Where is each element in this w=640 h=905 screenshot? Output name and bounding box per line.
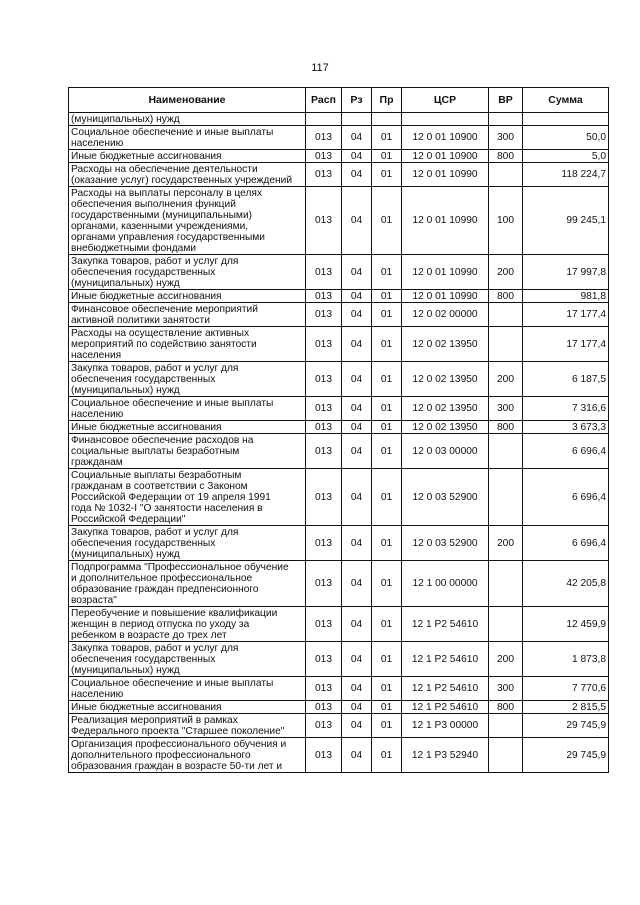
- row-name-line: Иные бюджетные ассигнования: [71, 150, 222, 162]
- cell-sum: 7 316,6: [523, 397, 609, 421]
- cell-rasp: 013: [306, 163, 342, 187]
- row-name-line: Переобучение и повышение квалификации: [71, 607, 278, 619]
- cell-vr: [489, 113, 523, 126]
- row-name-line: Социальное обеспечение и иные выплаты: [71, 126, 274, 138]
- cell-vr: 800: [489, 701, 523, 714]
- table-row: [69, 290, 609, 303]
- row-name-line: (муниципальных) нужд: [71, 113, 180, 125]
- row-name-line: (муниципальных) нужд: [71, 548, 180, 560]
- budget-table: [68, 87, 609, 773]
- row-name-line: Федерального проекта "Старшее поколение": [71, 725, 285, 737]
- row-name-line: Закупка товаров, работ и услуг для: [71, 362, 239, 374]
- cell-sum: 981,8: [523, 290, 609, 303]
- row-name-line: Закупка товаров, работ и услуг для: [71, 255, 239, 267]
- row-name-line: ребенком в возрасте до трех лет: [71, 629, 227, 641]
- cell-vr: 200: [489, 362, 523, 397]
- cell-csr: 12 0 03 00000: [402, 434, 489, 469]
- row-name: [69, 701, 306, 714]
- cell-vr: [489, 714, 523, 738]
- cell-sum: 17 177,4: [523, 327, 609, 362]
- cell-rz: 04: [342, 561, 372, 607]
- cell-csr: 12 1 P2 54610: [402, 701, 489, 714]
- row-name-line: обеспечения выполнения функций: [71, 198, 236, 210]
- cell-pr: 01: [372, 397, 402, 421]
- cell-rasp: 013: [306, 526, 342, 561]
- row-name-line: населению: [71, 408, 124, 420]
- row-name: [69, 290, 306, 303]
- row-name-line: Закупка товаров, работ и услуг для: [71, 526, 239, 538]
- cell-csr: 12 0 01 10900: [402, 150, 489, 163]
- cell-sum: 2 815,5: [523, 701, 609, 714]
- cell-vr: 100: [489, 187, 523, 255]
- cell-rz: 04: [342, 397, 372, 421]
- cell-rz: 04: [342, 163, 372, 187]
- cell-sum: [523, 113, 609, 126]
- row-name-line: Расходы на обеспечение деятельности: [71, 163, 258, 175]
- cell-pr: 01: [372, 677, 402, 701]
- table-row: [69, 642, 609, 677]
- cell-rz: 04: [342, 526, 372, 561]
- row-name-line: активной политики занятости: [71, 314, 210, 326]
- cell-rasp: 013: [306, 255, 342, 290]
- cell-rasp: 013: [306, 303, 342, 327]
- row-name: [69, 150, 306, 163]
- cell-sum: 6 187,5: [523, 362, 609, 397]
- cell-pr: 01: [372, 187, 402, 255]
- table-header-row: [69, 88, 609, 113]
- cell-rasp: 013: [306, 714, 342, 738]
- cell-vr: [489, 163, 523, 187]
- table-row: [69, 421, 609, 434]
- cell-pr: 01: [372, 150, 402, 163]
- cell-pr: [372, 113, 402, 126]
- cell-pr: 01: [372, 526, 402, 561]
- row-name-line: (муниципальных) нужд: [71, 664, 180, 676]
- row-name-line: Расходы на осуществление активных: [71, 327, 250, 339]
- row-name-line: образование граждан предпенсионного: [71, 583, 259, 595]
- table-row: [69, 714, 609, 738]
- cell-vr: 200: [489, 642, 523, 677]
- row-name: [69, 607, 306, 642]
- row-name-line: (муниципальных) нужд: [71, 277, 180, 289]
- cell-sum: 50,0: [523, 126, 609, 150]
- row-name-line: обеспечения государственных: [71, 653, 216, 665]
- cell-rasp: 013: [306, 290, 342, 303]
- cell-vr: 800: [489, 290, 523, 303]
- row-name: [69, 187, 306, 255]
- cell-csr: [402, 113, 489, 126]
- cell-rz: 04: [342, 701, 372, 714]
- cell-pr: 01: [372, 290, 402, 303]
- cell-vr: [489, 469, 523, 526]
- cell-vr: [489, 607, 523, 642]
- cell-csr: 12 0 01 10990: [402, 255, 489, 290]
- header-vr: ВР: [489, 88, 523, 113]
- cell-rz: 04: [342, 469, 372, 526]
- row-name: [69, 397, 306, 421]
- header-csr: ЦСР: [402, 88, 489, 113]
- cell-rz: 04: [342, 150, 372, 163]
- cell-pr: 01: [372, 714, 402, 738]
- cell-sum: 7 770,6: [523, 677, 609, 701]
- cell-csr: 12 0 03 52900: [402, 469, 489, 526]
- cell-rasp: 013: [306, 397, 342, 421]
- cell-rz: [342, 113, 372, 126]
- table-row: [69, 362, 609, 397]
- cell-vr: [489, 561, 523, 607]
- cell-sum: 6 696,4: [523, 469, 609, 526]
- row-name-line: возраста": [71, 594, 117, 606]
- cell-rasp: 013: [306, 701, 342, 714]
- page-number: 117: [311, 62, 329, 74]
- row-name-line: Закупка товаров, работ и услуг для: [71, 642, 239, 654]
- cell-vr: [489, 303, 523, 327]
- header-pr: Пр: [372, 88, 402, 113]
- table-row: [69, 327, 609, 362]
- row-name-line: социальные выплаты безработным: [71, 445, 240, 457]
- cell-sum: 29 745,9: [523, 714, 609, 738]
- cell-csr: 12 1 P2 54610: [402, 677, 489, 701]
- row-name: [69, 526, 306, 561]
- cell-csr: 12 0 03 52900: [402, 526, 489, 561]
- cell-csr: 12 0 02 00000: [402, 303, 489, 327]
- cell-csr: 12 1 P2 54610: [402, 642, 489, 677]
- row-name-line: Социальное обеспечение и иные выплаты: [71, 397, 274, 409]
- cell-sum: 6 696,4: [523, 526, 609, 561]
- cell-sum: 1 873,8: [523, 642, 609, 677]
- row-name-line: обеспечения государственных: [71, 266, 216, 278]
- cell-rz: 04: [342, 290, 372, 303]
- cell-rz: 04: [342, 642, 372, 677]
- header-name: Наименование: [69, 88, 306, 113]
- row-name-line: органами управления государственными: [71, 231, 265, 243]
- cell-csr: 12 0 02 13950: [402, 327, 489, 362]
- cell-rasp: 013: [306, 677, 342, 701]
- cell-rasp: 013: [306, 561, 342, 607]
- cell-rz: 04: [342, 187, 372, 255]
- cell-pr: 01: [372, 434, 402, 469]
- cell-csr: 12 0 02 13950: [402, 397, 489, 421]
- row-name: [69, 677, 306, 701]
- cell-sum: 12 459,9: [523, 607, 609, 642]
- cell-rasp: 013: [306, 642, 342, 677]
- cell-pr: 01: [372, 701, 402, 714]
- row-name-line: Реализация мероприятий в рамках: [71, 714, 238, 726]
- row-name-line: Расходы на выплаты персоналу в целях: [71, 187, 263, 199]
- cell-vr: 300: [489, 677, 523, 701]
- cell-vr: 300: [489, 126, 523, 150]
- row-name-line: Российской Федерации": [71, 513, 186, 525]
- row-name-line: Иные бюджетные ассигнования: [71, 290, 222, 302]
- cell-pr: 01: [372, 642, 402, 677]
- cell-vr: 300: [489, 397, 523, 421]
- cell-pr: 01: [372, 303, 402, 327]
- header-sum: Сумма: [523, 88, 609, 113]
- cell-sum: 3 673,3: [523, 421, 609, 434]
- cell-pr: 01: [372, 607, 402, 642]
- cell-rasp: 013: [306, 434, 342, 469]
- table-row: [69, 126, 609, 150]
- row-name-line: населения: [71, 349, 122, 361]
- cell-rasp: 013: [306, 421, 342, 434]
- cell-rz: 04: [342, 126, 372, 150]
- cell-csr: 12 1 P3 00000: [402, 714, 489, 738]
- cell-pr: 01: [372, 421, 402, 434]
- row-name-line: населению: [71, 137, 124, 149]
- cell-rasp: 013: [306, 607, 342, 642]
- row-name: [69, 362, 306, 397]
- row-name: [69, 434, 306, 469]
- cell-csr: 12 1 P3 52940: [402, 738, 489, 773]
- row-name-line: Иные бюджетные ассигнования: [71, 701, 222, 713]
- row-name-line: обеспечения государственных: [71, 373, 216, 385]
- cell-vr: 800: [489, 421, 523, 434]
- cell-pr: 01: [372, 327, 402, 362]
- row-name: [69, 642, 306, 677]
- table-row: [69, 303, 609, 327]
- row-name: [69, 469, 306, 526]
- row-name-line: внебюджетными фондами: [71, 242, 197, 254]
- row-name-line: женщин в период отпуска по уходу за: [71, 618, 250, 630]
- cell-pr: 01: [372, 126, 402, 150]
- row-name-line: населению: [71, 688, 124, 700]
- cell-pr: 01: [372, 738, 402, 773]
- row-name-line: образования граждан в возрасте 50-ти лет и: [71, 760, 283, 772]
- row-name: [69, 113, 306, 126]
- row-name-line: органами, казенными учреждениями,: [71, 220, 249, 232]
- row-name: [69, 163, 306, 187]
- cell-rz: 04: [342, 303, 372, 327]
- row-name-line: обеспечения государственных: [71, 537, 216, 549]
- cell-rz: 04: [342, 362, 372, 397]
- table-row: [69, 607, 609, 642]
- cell-sum: 5,0: [523, 150, 609, 163]
- cell-pr: 01: [372, 362, 402, 397]
- row-name-line: Иные бюджетные ассигнования: [71, 421, 222, 433]
- row-name-line: Социальные выплаты безработным: [71, 469, 242, 481]
- cell-sum: 6 696,4: [523, 434, 609, 469]
- row-name-line: государственными (муниципальными): [71, 209, 253, 221]
- row-name-line: Организация профессионального обучения и: [71, 738, 287, 750]
- row-name-line: Финансовое обеспечение расходов на: [71, 434, 254, 446]
- table-row: [69, 434, 609, 469]
- cell-sum: 99 245,1: [523, 187, 609, 255]
- cell-rz: 04: [342, 327, 372, 362]
- row-name: [69, 126, 306, 150]
- header-rz: Рз: [342, 88, 372, 113]
- table-row: [69, 738, 609, 773]
- row-name: [69, 561, 306, 607]
- row-name-line: Финансовое обеспечение мероприятий: [71, 303, 258, 315]
- cell-rasp: 013: [306, 126, 342, 150]
- table-row: [69, 163, 609, 187]
- table-row: [69, 397, 609, 421]
- table-row: [69, 469, 609, 526]
- cell-vr: [489, 738, 523, 773]
- row-name-line: (оказание услуг) государственных учреждений: [71, 174, 293, 186]
- row-name-line: Социальное обеспечение и иные выплаты: [71, 677, 274, 689]
- cell-rasp: 013: [306, 327, 342, 362]
- cell-pr: 01: [372, 163, 402, 187]
- cell-csr: 12 0 01 10990: [402, 290, 489, 303]
- row-name: [69, 738, 306, 773]
- row-name: [69, 714, 306, 738]
- table-row: [69, 255, 609, 290]
- table-row: [69, 526, 609, 561]
- cell-rasp: 013: [306, 150, 342, 163]
- cell-sum: 29 745,9: [523, 738, 609, 773]
- cell-csr: 12 1 P2 54610: [402, 607, 489, 642]
- cell-sum: 17 997,8: [523, 255, 609, 290]
- table-row: [69, 677, 609, 701]
- row-name-line: гражданам: [71, 456, 123, 468]
- cell-rz: 04: [342, 434, 372, 469]
- row-name-line: года № 1032-I "О занятости населения в: [71, 502, 263, 514]
- table-row: [69, 113, 609, 126]
- cell-csr: 12 0 02 13950: [402, 421, 489, 434]
- cell-sum: 118 224,7: [523, 163, 609, 187]
- header-rasp: Расп: [306, 88, 342, 113]
- cell-pr: 01: [372, 561, 402, 607]
- cell-rasp: 013: [306, 187, 342, 255]
- cell-rz: 04: [342, 255, 372, 290]
- cell-vr: 200: [489, 255, 523, 290]
- cell-vr: [489, 434, 523, 469]
- cell-rasp: 013: [306, 738, 342, 773]
- row-name-line: мероприятий по содействию занятости: [71, 338, 257, 350]
- cell-csr: 12 0 01 10990: [402, 163, 489, 187]
- cell-csr: 12 0 02 13950: [402, 362, 489, 397]
- cell-sum: 17 177,4: [523, 303, 609, 327]
- cell-rz: 04: [342, 607, 372, 642]
- cell-rz: 04: [342, 677, 372, 701]
- row-name: [69, 303, 306, 327]
- row-name: [69, 255, 306, 290]
- cell-vr: 200: [489, 526, 523, 561]
- cell-rz: 04: [342, 714, 372, 738]
- row-name-line: Подпрограмма "Профессиональное обучение: [71, 561, 289, 573]
- cell-vr: [489, 327, 523, 362]
- cell-rasp: [306, 113, 342, 126]
- row-name-line: Российской Федерации от 19 апреля 1991: [71, 491, 271, 503]
- cell-csr: 12 0 01 10900: [402, 126, 489, 150]
- row-name: [69, 421, 306, 434]
- table-row: [69, 701, 609, 714]
- cell-rz: 04: [342, 421, 372, 434]
- cell-csr: 12 0 01 10990: [402, 187, 489, 255]
- table-row: [69, 150, 609, 163]
- table-row: [69, 187, 609, 255]
- table-row: [69, 561, 609, 607]
- cell-rasp: 013: [306, 362, 342, 397]
- cell-vr: 800: [489, 150, 523, 163]
- row-name-line: дополнительного профессионального: [71, 749, 251, 761]
- cell-pr: 01: [372, 255, 402, 290]
- cell-rasp: 013: [306, 469, 342, 526]
- row-name-line: гражданам в соответствии с Законом: [71, 480, 248, 492]
- row-name-line: (муниципальных) нужд: [71, 384, 180, 396]
- cell-rz: 04: [342, 738, 372, 773]
- cell-pr: 01: [372, 469, 402, 526]
- table-body: [69, 113, 609, 773]
- cell-csr: 12 1 00 00000: [402, 561, 489, 607]
- row-name-line: и дополнительное профессиональное: [71, 572, 253, 584]
- cell-sum: 42 205,8: [523, 561, 609, 607]
- row-name: [69, 327, 306, 362]
